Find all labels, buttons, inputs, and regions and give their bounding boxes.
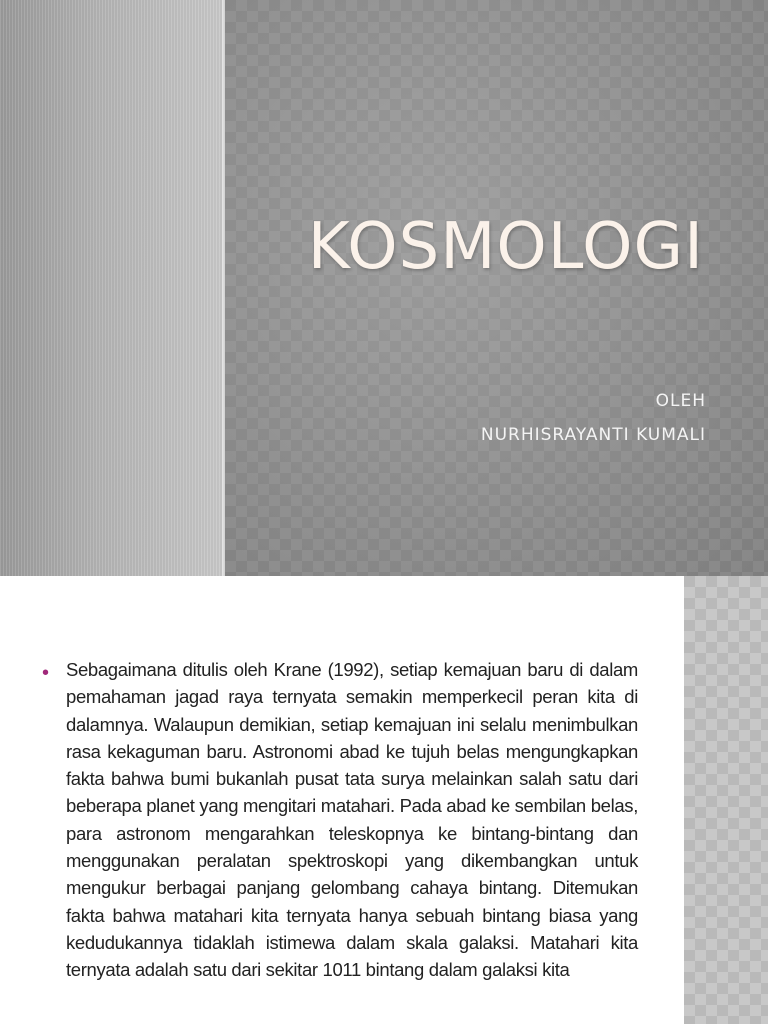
bullet-marker: •: [42, 662, 50, 684]
slide-subtitle: [481, 384, 706, 452]
title-slide-left-panel: [0, 0, 222, 576]
body-paragraph: Sebagaimana ditulis oleh Krane (1992), setiap kemajuan baru di dalam pemahaman jagad raya ternyata semakin memperkecil peran kita di dalamnya. Walaupun demikian, setiap kemajuan ini selalu menimbulkan rasa kekaguman baru. Astronomi abad ke tujuh belas mengungkapkan fakta bahwa bumi bukanlah pusat tata surya melainkan salah satu dari beberapa planet yang mengitari matahari. Pada abad ke sembilan belas, para astronom mengarahkan teleskopnya ke bintang-bintang dan menggunakan peralatan spektroskopi yang dikembangkan untuk mengukur berbagai panjang gelombang cahaya bintang. Ditemukan fakta bahwa matahari kita ternyata hanya sebuah bintang biasa yang kedudukannya tidaklah istimewa dalam skala galaksi. Matahari kita ternyata adalah satu dari sekitar 1011 bintang dalam galaksi kita: [66, 659, 638, 981]
subtitle-author: NURHISRAYANTI KUMALI: [480, 425, 706, 445]
content-slide: [0, 576, 768, 1024]
title-slide-right-panel: [225, 0, 768, 576]
subtitle-oleh: OLEH: [655, 391, 706, 411]
content-slide-side-strip: [684, 576, 768, 1024]
slide-title: KOSMOLOGI: [307, 210, 704, 284]
